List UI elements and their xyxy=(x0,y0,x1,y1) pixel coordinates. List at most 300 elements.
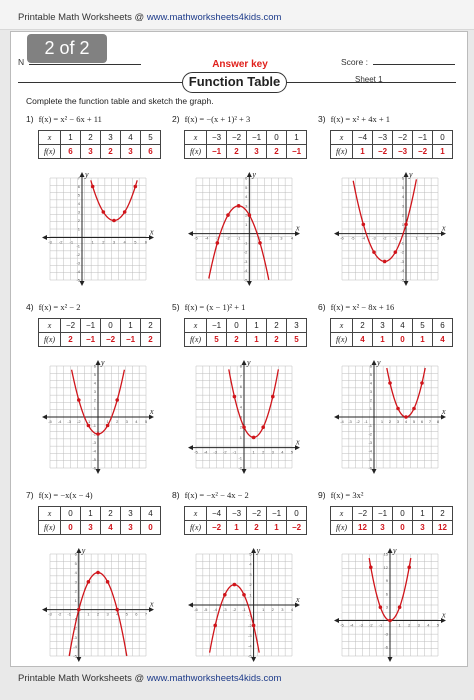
fx-value: −1 xyxy=(81,333,101,347)
x-tick-label: -2 xyxy=(223,449,227,455)
y-tick-label: 6 xyxy=(369,363,372,369)
y-axis-arrow xyxy=(96,360,101,365)
y-tick-label: 9 xyxy=(385,578,388,584)
coordinate-graph xyxy=(180,170,302,286)
problem-number: 2) xyxy=(172,114,180,124)
y-axis-label: y xyxy=(81,546,86,555)
problem-number: 6) xyxy=(318,302,326,312)
fx-value: 0 xyxy=(393,521,413,535)
coordinate-graph xyxy=(180,358,302,474)
y-tick-label: 8 xyxy=(239,363,242,369)
x-tick-label: 5 xyxy=(412,419,416,424)
fx-value: 1 xyxy=(413,333,433,347)
x-value: 6 xyxy=(433,319,453,333)
fx-row xyxy=(185,145,307,159)
fx-value: −1 xyxy=(207,145,227,159)
x-tick-label: 3 xyxy=(436,235,440,241)
x-tick-label: -2 xyxy=(58,239,63,245)
x-axis-label: x xyxy=(296,437,300,447)
y-axis-arrow xyxy=(80,281,85,286)
y-tick-label: -4 xyxy=(243,268,248,274)
problem-number: 8) xyxy=(172,490,180,500)
fx-row xyxy=(185,521,307,535)
fx-value: 0 xyxy=(61,521,81,535)
y-tick-label: 1 xyxy=(369,406,372,411)
x-tick-label: 3 xyxy=(396,419,400,424)
x-axis-label: x xyxy=(442,610,446,620)
plotted-point xyxy=(412,407,416,411)
page-indicator-badge: 2 of 2 xyxy=(27,34,107,63)
fx-value: 3 xyxy=(81,145,101,159)
problem-number: 9) xyxy=(318,490,326,500)
plotted-point xyxy=(401,221,408,227)
x-header: x xyxy=(185,507,207,521)
y-tick-label: -2 xyxy=(92,431,96,437)
x-row xyxy=(39,507,161,521)
y-axis-label: y xyxy=(256,546,261,555)
fx-value: 3 xyxy=(413,521,433,535)
x-value: −1 xyxy=(247,131,267,145)
x-tick-label: 2 xyxy=(102,239,105,245)
y-axis-arrow xyxy=(372,469,377,474)
coordinate-graph xyxy=(34,546,156,662)
fx-value: 12 xyxy=(353,521,373,535)
x-tick-label: -3 xyxy=(359,622,363,628)
x-value: 1 xyxy=(81,507,101,521)
x-tick-label: -5 xyxy=(48,419,52,424)
problem-title xyxy=(172,302,245,312)
y-tick-label: -1 xyxy=(248,612,252,618)
x-tick-label: 5 xyxy=(290,449,294,455)
fx-row xyxy=(331,145,453,159)
y-tick-label: -3 xyxy=(248,633,252,639)
fx-value: 2 xyxy=(61,333,81,347)
y-tick-label: 3 xyxy=(93,389,96,394)
fx-header: f(x) xyxy=(39,145,61,159)
top-credit-prefix: Printable Math Worksheets @ xyxy=(18,12,147,23)
fx-header: f(x) xyxy=(185,145,207,159)
score-line xyxy=(373,64,455,65)
fx-value: −2 xyxy=(413,145,433,159)
x-tick-label: -2 xyxy=(57,611,62,617)
fx-value: −2 xyxy=(373,145,393,159)
x-tick-label: -1 xyxy=(364,419,368,424)
x-tick-label: -3 xyxy=(223,607,227,612)
footer-url[interactable]: www.mathworksheets4kids.com xyxy=(146,673,282,684)
plotted-point xyxy=(388,619,392,623)
y-tick-label: -4 xyxy=(76,269,80,274)
plotted-point xyxy=(106,580,110,584)
x-header: x xyxy=(185,131,207,145)
x-tick-label: -5 xyxy=(340,622,344,628)
plotted-point xyxy=(112,219,116,223)
y-axis-label: y xyxy=(252,170,256,179)
x-tick-label: 3 xyxy=(280,235,283,241)
fx-value: 1 xyxy=(227,521,247,535)
y-tick-label: -5 xyxy=(243,277,248,283)
x-tick-label: -4 xyxy=(203,449,208,455)
x-tick-label: -1 xyxy=(393,235,398,241)
fx-value: 5 xyxy=(207,333,227,347)
fx-value: 1 xyxy=(247,333,267,347)
x-tick-label: -3 xyxy=(372,235,376,241)
plotted-point xyxy=(213,624,217,628)
x-value: 1 xyxy=(61,131,81,145)
plotted-point xyxy=(362,223,366,227)
x-tick-label: 2 xyxy=(388,419,392,424)
y-tick-label: 1 xyxy=(401,221,404,227)
x-value: 0 xyxy=(433,131,453,145)
y-axis-arrow xyxy=(76,657,81,662)
x-tick-label: 4 xyxy=(290,607,294,612)
fx-value: 3 xyxy=(121,521,141,535)
x-axis-arrow xyxy=(188,603,193,608)
x-tick-label: 1 xyxy=(91,239,94,245)
x-header: x xyxy=(39,131,61,145)
y-tick-label: 4 xyxy=(93,380,96,386)
y-axis-label: y xyxy=(101,358,105,367)
y-tick-label: 3 xyxy=(239,414,242,420)
x-tick-label: 6 xyxy=(420,419,424,424)
problem-number: 7) xyxy=(26,490,34,500)
y-tick-label: 4 xyxy=(239,404,242,410)
y-tick-label: 2 xyxy=(369,397,372,403)
name-label: N xyxy=(18,57,25,67)
problem-number: 5) xyxy=(172,302,180,312)
fx-value: 2 xyxy=(227,333,247,347)
y-tick-label: 2 xyxy=(245,212,248,218)
plotted-point xyxy=(388,381,392,385)
x-tick-label: -3 xyxy=(67,419,71,424)
x-value: 2 xyxy=(101,507,121,521)
plotted-point xyxy=(123,210,127,214)
top-credit-url[interactable]: www.mathworksheets4kids.com xyxy=(146,12,282,23)
x-tick-label: 6 xyxy=(144,239,148,245)
x-axis-arrow xyxy=(42,415,47,420)
x-tick-label: 1 xyxy=(262,607,265,612)
y-tick-label: -1 xyxy=(368,423,372,428)
fx-value: −1 xyxy=(121,333,141,347)
x-tick-label: 2 xyxy=(408,622,411,628)
x-value: 0 xyxy=(101,319,121,333)
y-tick-label: 1 xyxy=(74,597,77,603)
y-tick-label: 3 xyxy=(385,604,388,610)
x-tick-label: 2 xyxy=(271,607,274,612)
function-table xyxy=(330,506,453,535)
x-axis-arrow xyxy=(334,231,339,236)
problem-number: 3) xyxy=(318,114,326,124)
y-tick-label: 4 xyxy=(401,194,404,200)
y-tick-label: -2 xyxy=(76,252,80,257)
x-header: x xyxy=(331,507,353,521)
x-tick-label: 2 xyxy=(269,235,272,241)
y-tick-label: 1 xyxy=(93,406,96,411)
fx-value: 0 xyxy=(393,333,413,347)
y-tick-label: 3 xyxy=(401,203,404,209)
plotted-point xyxy=(87,424,91,428)
fx-value: −2 xyxy=(207,521,227,535)
y-tick-label: -2 xyxy=(248,622,252,628)
y-tick-label: -3 xyxy=(92,440,96,445)
x-header: x xyxy=(331,319,353,333)
y-axis-arrow xyxy=(388,657,393,662)
y-axis-arrow xyxy=(388,548,393,553)
y-axis-label: y xyxy=(85,170,89,179)
x-value: 0 xyxy=(267,131,287,145)
x-value: −2 xyxy=(393,131,413,145)
x-tick-label: 1 xyxy=(415,235,418,241)
fx-value: 2 xyxy=(247,521,267,535)
y-tick-label: -6 xyxy=(368,465,372,471)
x-value: −2 xyxy=(247,507,267,521)
y-axis-arrow xyxy=(404,172,409,177)
plotted-point xyxy=(407,566,411,570)
function-table xyxy=(38,318,161,347)
x-value: 1 xyxy=(413,507,433,521)
plotted-point xyxy=(394,250,398,254)
y-tick-label: -5 xyxy=(248,653,252,659)
x-tick-label: 1 xyxy=(380,419,384,424)
y-axis-arrow xyxy=(247,281,252,286)
y-tick-label: 3 xyxy=(245,203,248,209)
fx-value: 6 xyxy=(61,145,81,159)
x-tick-label: 1 xyxy=(398,622,401,628)
x-row xyxy=(185,507,307,521)
function-table xyxy=(184,506,307,535)
x-tick-label: -3 xyxy=(48,239,52,245)
x-tick-label: 3 xyxy=(281,607,284,612)
x-tick-label: -1 xyxy=(86,419,91,424)
x-header: x xyxy=(331,131,353,145)
x-tick-label: 3 xyxy=(125,419,128,424)
x-tick-label: -5 xyxy=(203,607,208,612)
x-tick-label: -3 xyxy=(48,611,52,617)
x-tick-label: -1 xyxy=(236,235,241,241)
fx-row xyxy=(39,521,161,535)
x-value: 5 xyxy=(413,319,433,333)
x-value: 2 xyxy=(433,507,453,521)
fx-header: f(x) xyxy=(39,333,61,347)
y-tick-label: -1 xyxy=(400,240,404,246)
y-tick-label: -4 xyxy=(400,268,404,274)
y-tick-label: -5 xyxy=(76,277,80,283)
x-header: x xyxy=(39,319,61,333)
y-tick-label: 5 xyxy=(77,192,80,198)
x-axis-label: x xyxy=(442,407,446,416)
x-axis-arrow xyxy=(42,607,47,612)
fx-header: f(x) xyxy=(39,521,61,535)
y-tick-label: -3 xyxy=(76,260,80,266)
function-table xyxy=(38,506,161,535)
problem-title xyxy=(26,114,102,124)
x-tick-label: 4 xyxy=(281,449,284,455)
fx-value: 12 xyxy=(433,521,453,535)
fx-value: 1 xyxy=(267,521,287,535)
y-tick-label: -2 xyxy=(368,431,372,437)
fx-value: 4 xyxy=(101,521,121,535)
plotted-point xyxy=(258,241,262,245)
coordinate-graph xyxy=(326,358,448,474)
x-tick-label: -5 xyxy=(194,235,198,241)
problem-title xyxy=(318,114,390,124)
x-tick-label: -1 xyxy=(67,611,71,617)
plotted-point xyxy=(237,204,241,208)
x-tick-label: 4 xyxy=(290,235,294,241)
plotted-point xyxy=(252,436,256,440)
fx-row xyxy=(39,333,161,347)
x-value: −2 xyxy=(353,507,373,521)
sheet-label: Sheet 1 xyxy=(355,75,383,84)
score-label: Score : xyxy=(341,57,368,67)
x-value: 5 xyxy=(141,131,161,145)
plotted-point xyxy=(369,566,373,570)
x-value: 1 xyxy=(287,131,307,145)
x-value: 0 xyxy=(287,507,307,521)
y-tick-label: 5 xyxy=(74,560,77,566)
plotted-point xyxy=(404,415,408,419)
function-equation: f(x) = x² − 6x + 11 xyxy=(38,114,102,124)
y-tick-label: 5 xyxy=(245,184,248,190)
top-credit xyxy=(18,12,281,23)
problem-number: 1) xyxy=(26,114,34,124)
y-axis-arrow xyxy=(96,469,101,474)
x-value: −3 xyxy=(227,507,247,521)
y-tick-label: 5 xyxy=(369,372,372,377)
y-tick-label: 7 xyxy=(77,175,80,181)
y-axis-label: y xyxy=(393,546,397,555)
footer-prefix: Printable Math Worksheets @ xyxy=(18,673,147,684)
y-tick-label: 2 xyxy=(239,424,242,430)
x-axis-label: x xyxy=(150,599,154,609)
plotted-point xyxy=(271,395,275,399)
x-tick-label: -3 xyxy=(348,419,352,424)
x-tick-label: 1 xyxy=(87,611,90,617)
plotted-point xyxy=(372,250,376,254)
plotted-point xyxy=(87,580,91,584)
x-tick-label: 2 xyxy=(426,235,429,241)
x-axis-arrow xyxy=(334,618,339,623)
fx-value: 2 xyxy=(141,333,161,347)
x-tick-label: -2 xyxy=(369,622,373,628)
x-tick-label: 5 xyxy=(436,622,440,628)
plotted-point xyxy=(77,608,81,612)
x-row xyxy=(185,319,307,333)
x-value: 1 xyxy=(247,319,267,333)
x-axis-label: x xyxy=(150,227,154,237)
x-axis-arrow xyxy=(42,235,47,240)
worksheet-title: Function Table xyxy=(182,72,287,93)
y-axis-arrow xyxy=(372,360,377,365)
x-tick-label: -3 xyxy=(215,235,220,241)
y-tick-label: -3 xyxy=(368,440,372,445)
y-tick-label: 1 xyxy=(245,221,248,227)
x-tick-label: -1 xyxy=(378,622,383,628)
x-tick-label: -4 xyxy=(57,419,62,424)
coordinate-graph xyxy=(180,546,302,662)
x-tick-label: 1 xyxy=(106,419,109,424)
function-equation: f(x) = x² − 8x + 16 xyxy=(330,302,395,312)
x-tick-label: -1 xyxy=(232,449,237,455)
x-value: −1 xyxy=(81,319,101,333)
fx-row xyxy=(331,333,453,347)
plotted-point xyxy=(248,213,252,217)
x-value: −1 xyxy=(373,507,393,521)
fx-value: 3 xyxy=(373,521,393,535)
x-value: 0 xyxy=(227,319,247,333)
y-tick-label: 4 xyxy=(369,380,372,386)
x-tick-label: -1 xyxy=(242,607,246,612)
y-tick-label: 3 xyxy=(369,389,372,394)
x-tick-label: 4 xyxy=(427,622,430,628)
y-tick-label: 2 xyxy=(249,582,252,588)
fx-value: −1 xyxy=(287,145,307,159)
y-tick-label: 4 xyxy=(249,561,252,567)
y-tick-label: 3 xyxy=(249,571,252,577)
fx-value: −2 xyxy=(287,521,307,535)
x-tick-label: -5 xyxy=(194,449,198,455)
x-tick-label: 4 xyxy=(116,611,119,617)
x-tick-label: 6 xyxy=(135,611,138,617)
x-tick-label: 4 xyxy=(123,239,126,245)
y-tick-label: 6 xyxy=(245,175,248,181)
x-tick-label: 1 xyxy=(252,449,255,455)
plotted-point xyxy=(106,424,110,428)
y-axis-arrow xyxy=(251,548,256,553)
y-tick-label: -1 xyxy=(92,423,96,428)
x-tick-label: 5 xyxy=(125,611,128,617)
fx-row xyxy=(185,333,307,347)
coordinate-graph xyxy=(326,546,448,662)
y-tick-label: 5 xyxy=(401,184,404,190)
y-axis-arrow xyxy=(251,657,256,662)
fx-value: 3 xyxy=(121,145,141,159)
x-value: 2 xyxy=(267,319,287,333)
x-value: 0 xyxy=(61,507,81,521)
x-tick-label: 8 xyxy=(436,419,440,424)
y-tick-label: -2 xyxy=(238,465,242,471)
x-axis-label: x xyxy=(296,595,300,604)
x-value: 2 xyxy=(81,131,101,145)
x-tick-label: -4 xyxy=(204,235,209,241)
y-axis-arrow xyxy=(76,548,81,553)
y-tick-label: 7 xyxy=(239,373,242,379)
x-row xyxy=(331,131,453,145)
parabola-curve xyxy=(210,585,260,653)
plotted-point xyxy=(115,398,119,402)
y-tick-label: -1 xyxy=(73,616,77,622)
y-tick-label: -4 xyxy=(368,448,372,454)
y-tick-label: 6 xyxy=(385,591,388,597)
plotted-point xyxy=(91,185,95,189)
function-table xyxy=(184,318,307,347)
fx-value: 2 xyxy=(267,333,287,347)
plotted-point xyxy=(233,583,237,587)
function-equation: f(x) = x² − 2 xyxy=(38,302,81,312)
y-tick-label: 4 xyxy=(77,201,80,206)
fx-header: f(x) xyxy=(185,521,207,535)
y-tick-label: -5 xyxy=(400,277,404,283)
coordinate-graph xyxy=(34,170,156,286)
fx-header: f(x) xyxy=(331,521,353,535)
plotted-point xyxy=(379,605,383,609)
function-equation: f(x) = −(x + 1)² + 3 xyxy=(184,114,251,124)
x-tick-label: 1 xyxy=(258,235,262,241)
x-value: −1 xyxy=(267,507,287,521)
x-tick-label: -1 xyxy=(69,239,74,245)
answer-key-label: Answer key xyxy=(212,59,268,70)
fx-value: 3 xyxy=(81,521,101,535)
fx-value: 3 xyxy=(247,145,267,159)
